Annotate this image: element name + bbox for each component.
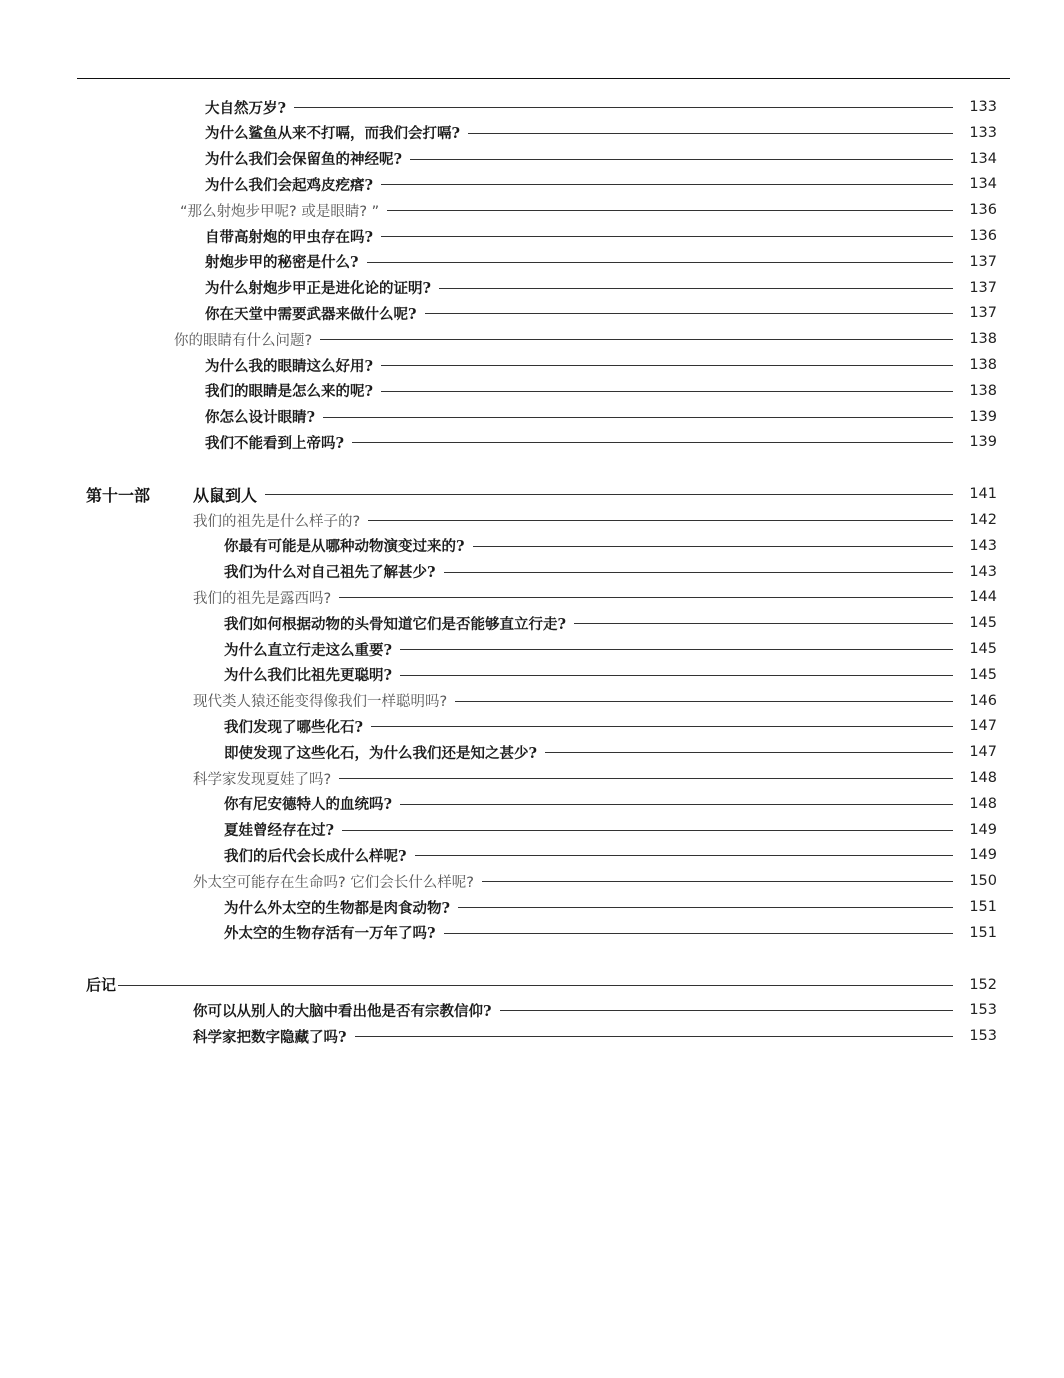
toc-entry-title: 你最有可能是从哪种动物演变过来的?	[224, 535, 473, 556]
toc-page-number: 151	[969, 899, 997, 915]
toc-entry	[0, 94, 1064, 120]
toc-leader-line	[193, 494, 953, 495]
toc-entry-title: 即使发现了这些化石，为什么我们还是知之甚少?	[224, 742, 545, 763]
toc-entry-title: 为什么我们会起鸡皮疙瘩?	[205, 174, 381, 195]
toc-entry	[0, 120, 1064, 146]
toc-part-heading	[0, 481, 1064, 507]
toc-entry-title: 我们如何根据动物的头骨知道它们是否能够直立行走?	[224, 613, 574, 634]
toc-page-number: 141	[969, 486, 997, 503]
toc-entry	[0, 507, 1064, 533]
toc-entry-title: 我们的眼睛是怎么来的呢?	[205, 380, 381, 401]
toc-page-number: 139	[969, 408, 997, 425]
toc-entry	[0, 842, 1064, 868]
toc-entry-title: 为什么我的眼睛这么好用?	[205, 355, 381, 376]
toc-page-number: 153	[969, 1002, 997, 1019]
toc-entry-title: 夏娃曾经存在过?	[224, 819, 342, 840]
toc-page-number: 137	[969, 305, 997, 322]
toc-entry	[0, 559, 1064, 585]
toc-page-number: 145	[969, 641, 997, 657]
toc-entry	[0, 326, 1064, 352]
toc-entry-title: 科学家把数字隐藏了吗?	[193, 1026, 355, 1047]
toc-page-number: 149	[969, 847, 997, 864]
toc-page-number: 152	[969, 976, 997, 993]
toc-page-number: 134	[969, 150, 997, 167]
toc-page-number: 148	[969, 770, 997, 786]
toc-entry-title: 从鼠到人	[193, 483, 265, 506]
toc-entry	[0, 662, 1064, 688]
toc-page-number: 143	[969, 537, 997, 554]
toc-page-number: 137	[969, 253, 997, 270]
toc-entry-title: 我们为什么对自己祖先了解甚少?	[224, 561, 444, 582]
toc-page-number: 136	[969, 202, 997, 219]
toc-entry-title: 为什么外太空的生物都是肉食动物?	[224, 897, 458, 918]
toc-page-number: 138	[969, 357, 997, 373]
toc-entry	[0, 300, 1064, 326]
toc-entry-title: 射炮步甲的秘密是什么?	[205, 251, 367, 272]
toc-page-number: 147	[969, 718, 997, 735]
toc-entry	[0, 868, 1064, 894]
toc-entry	[0, 249, 1064, 275]
toc-page-number: 149	[969, 821, 997, 838]
toc-entry-title: “那么射炮步甲呢? 或是眼睛? ”	[180, 200, 387, 221]
toc-page-number: 133	[969, 124, 997, 141]
toc-entry	[0, 352, 1064, 378]
toc-page-number: 142	[969, 512, 997, 528]
toc-entry	[0, 275, 1064, 301]
toc-entry-title: 外太空可能存在生命吗? 它们会长什么样呢?	[193, 871, 482, 892]
toc-entry	[0, 146, 1064, 172]
toc-page-number: 146	[969, 692, 997, 709]
toc-entry	[0, 533, 1064, 559]
toc-page-number: 153	[969, 1028, 997, 1045]
toc-entry	[0, 920, 1064, 946]
toc-entry	[0, 765, 1064, 791]
toc-entry-title: 为什么射炮步甲正是进化论的证明?	[205, 277, 439, 298]
toc-page-number: 145	[969, 615, 997, 632]
toc-entry	[0, 817, 1064, 843]
toc-entry-title: 后记	[86, 976, 117, 995]
toc-entry	[0, 378, 1064, 404]
toc-entry	[0, 584, 1064, 610]
toc-page-number: 138	[969, 331, 997, 348]
toc-entry	[0, 429, 1064, 455]
toc-entry-title: 科学家发现夏娃了吗?	[193, 768, 339, 789]
toc-entry	[0, 197, 1064, 223]
toc-entry-title: 我们的后代会长成什么样呢?	[224, 845, 415, 866]
toc-entry-title: 你的眼睛有什么问题?	[174, 329, 320, 350]
toc-entry-title: 你可以从别人的大脑中看出他是否有宗教信仰?	[193, 1000, 500, 1021]
toc-page-number: 148	[969, 795, 997, 812]
toc-entry	[0, 404, 1064, 430]
toc-leader-line	[205, 107, 953, 108]
toc-entry-title: 我们的祖先是什么样子的?	[193, 510, 368, 531]
toc-page-number: 145	[969, 666, 997, 683]
toc-entry-title: 你有尼安德特人的血统吗?	[224, 793, 400, 814]
toc-entry-title: 你在天堂中需要武器来做什么呢?	[205, 303, 425, 324]
toc-page-number: 143	[969, 563, 997, 580]
part-label: 第十一部	[86, 485, 151, 505]
toc-entry-title: 现代类人猿还能变得像我们一样聪明吗?	[193, 690, 455, 711]
toc-page-number: 138	[969, 382, 997, 399]
toc-entry	[0, 997, 1064, 1023]
toc-entry-title: 大自然万岁?	[205, 97, 294, 118]
toc-afterword-heading	[0, 972, 1064, 998]
toc-entry-title: 为什么我们比祖先更聪明?	[224, 664, 400, 685]
toc-page-number: 137	[969, 279, 997, 296]
toc-entry	[0, 894, 1064, 920]
toc-entry	[0, 791, 1064, 817]
toc-entry	[0, 739, 1064, 765]
header-rule	[77, 78, 1010, 79]
toc-leader-line	[86, 985, 953, 986]
toc-page-number: 133	[969, 99, 997, 115]
toc-page-number: 147	[969, 744, 997, 761]
toc-entry-title: 我们不能看到上帝吗?	[205, 432, 352, 453]
toc-entry	[0, 171, 1064, 197]
toc-entry	[0, 610, 1064, 636]
toc-entry-title: 为什么鲨鱼从来不打嗝，而我们会打嗝?	[205, 122, 468, 143]
toc-entry	[0, 713, 1064, 739]
toc-entry-title: 我们的祖先是露西吗?	[193, 587, 339, 608]
toc-entry-title: 我们发现了哪些化石?	[224, 716, 371, 737]
toc-page-number: 151	[969, 924, 997, 941]
toc-page-number: 136	[969, 228, 997, 244]
toc-entry-title: 自带高射炮的甲虫存在吗?	[205, 226, 381, 247]
toc-entry	[0, 636, 1064, 662]
toc-entry-title: 你怎么设计眼睛?	[205, 406, 323, 427]
toc-page-number: 144	[969, 589, 997, 606]
toc-entry	[0, 688, 1064, 714]
toc-page-number: 139	[969, 434, 997, 451]
toc-page-number: 134	[969, 176, 997, 193]
toc-entry-title: 为什么直立行走这么重要?	[224, 639, 400, 660]
toc-entry-title: 为什么我们会保留鱼的神经呢?	[205, 148, 410, 169]
toc-entry	[0, 1023, 1064, 1049]
toc-page-number: 150	[969, 873, 997, 890]
toc-entry	[0, 223, 1064, 249]
toc-entry-title: 外太空的生物存活有一万年了吗?	[224, 922, 444, 943]
